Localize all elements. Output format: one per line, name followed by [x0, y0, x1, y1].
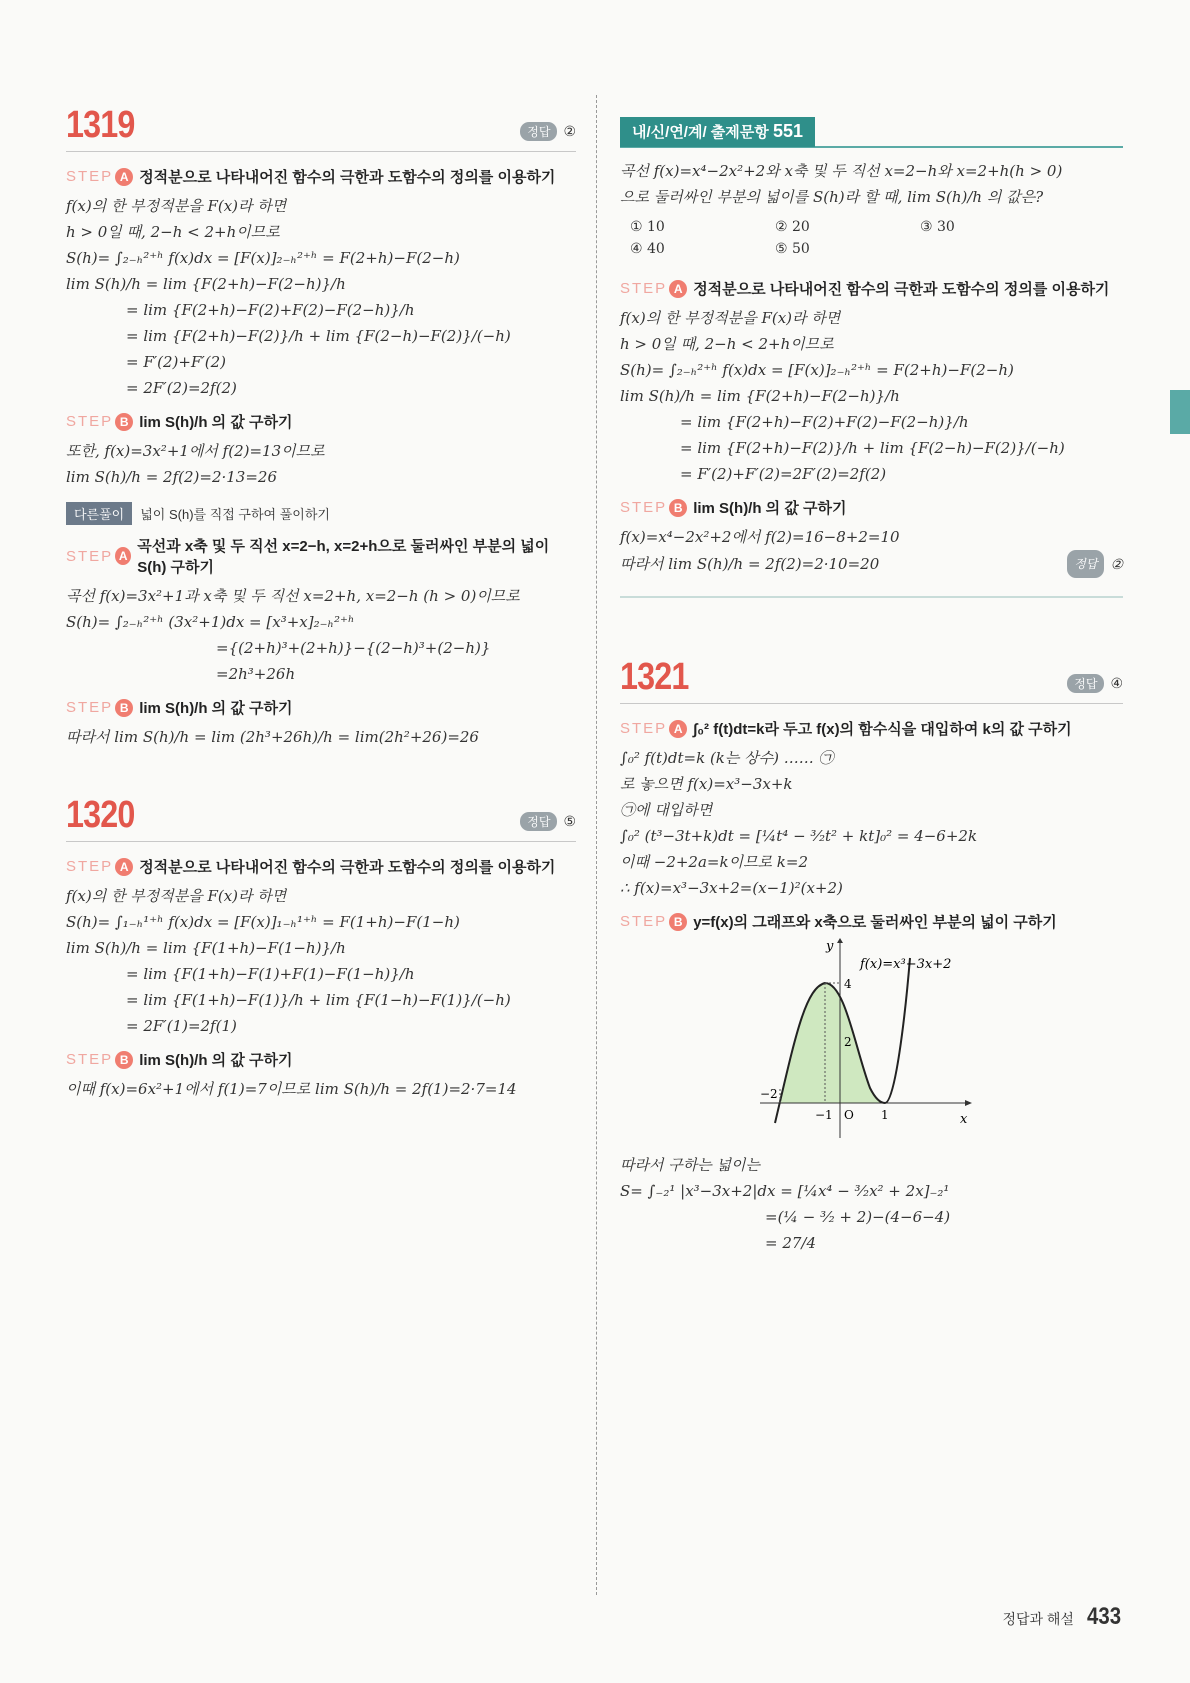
solution-line: = F′(2)+F′(2) — [126, 353, 227, 371]
step-label: STEP — [66, 168, 114, 185]
step-label: STEP — [620, 913, 668, 930]
step-b-heading — [620, 497, 1123, 518]
step-title: 정적분으로 나타내어진 함수의 극한과 도함수의 정의를 이용하기 — [139, 169, 556, 186]
naesin-header — [620, 118, 1123, 148]
solution-line: = lim {F(2+h)−F(2)}/h + lim {F(2−h)−F(2)}/(−h) — [126, 327, 511, 345]
solution-line: lim S(h)/h = 2f(2)=2·13=26 — [66, 468, 278, 486]
alternative-solution-heading — [66, 502, 576, 525]
solution-line: 이때 f(x)=6x²+1에서 f(1)=7이므로 lim S(h)/h = 2f(1)=2·7=14 — [66, 1080, 517, 1098]
solution-line: 따라서 lim S(h)/h = lim (2h³+26h)/h = lim(2h²+26)=26 — [66, 728, 479, 746]
step-title: 정적분으로 나타내어진 함수의 극한과 도함수의 정의를 이용하기 — [693, 281, 1110, 298]
tick-label: 2 — [844, 1035, 852, 1049]
solution-line: =2h³+26h — [216, 665, 296, 683]
step-title: lim S(h)/h 의 값 구하기 — [693, 500, 847, 517]
solution-line: ={(2+h)³+(2+h)}−{(2−h)³+(2−h)} — [216, 639, 491, 657]
answer-tag — [1067, 674, 1123, 693]
naesin-number: 551 — [772, 121, 803, 141]
step-label: STEP — [66, 699, 114, 716]
solution-line: f(x)의 한 부정적분을 F(x)라 하면 — [66, 197, 287, 215]
problem-number: 1321 — [620, 656, 689, 698]
solution-line: f(x)의 한 부정적분을 F(x)라 하면 — [620, 309, 841, 327]
step-a-heading — [66, 166, 576, 187]
section-rule — [620, 596, 1123, 598]
column-divider — [596, 95, 597, 1595]
step-badge: B — [669, 913, 687, 931]
answer-label: 정답 — [1067, 674, 1104, 693]
tick-label: 1 — [881, 1108, 889, 1122]
step-title: 곡선과 x축 및 두 직선 x=2−h, x=2+h으로 둘러싸인 부분의 넓이 S(h) 구하기 — [137, 538, 550, 576]
solution-line: = lim {F(2+h)−F(2)+F(2)−F(2−h)}/h — [680, 413, 969, 431]
answer-label: 정답 — [1067, 550, 1104, 578]
solution-line: S(h)= ∫₁₋ₕ¹⁺ʰ f(x)dx = [F(x)]₁₋ₕ¹⁺ʰ = F(1+h)−F(1−h) — [66, 913, 460, 931]
question-line: 곡선 f(x)=x⁴−2x²+2와 x축 및 두 직선 x=2−h와 x=2+h(h > 0) — [620, 162, 1063, 180]
naesin-tag — [620, 117, 815, 147]
solution-line: = F′(2)+F′(2)=2F′(2)=2f(2) — [680, 465, 887, 483]
step-badge: A — [115, 168, 133, 186]
side-tab — [1170, 390, 1190, 434]
answer-value: ② — [563, 123, 576, 139]
right-column — [620, 118, 1123, 1256]
answer-value: ② — [1110, 556, 1123, 572]
solution-line: 로 놓으면 f(x)=x³−3x+k — [620, 775, 793, 793]
step-badge: B — [115, 1051, 133, 1069]
page-footer — [1002, 1603, 1124, 1631]
solution-line: lim S(h)/h = lim {F(1+h)−F(1−h)}/h — [66, 939, 346, 957]
x-axis-arrow — [965, 1100, 972, 1106]
step-badge: A — [115, 547, 131, 565]
answer-value: ⑤ — [563, 813, 576, 829]
solution-line: = lim {F(2+h)−F(2)+F(2)−F(2−h)}/h — [126, 301, 415, 319]
alt-step-b-heading — [66, 697, 576, 718]
solution-line: =(¼ − ³⁄₂ + 2)−(4−6−4) — [765, 1208, 951, 1226]
step-label: STEP — [66, 858, 114, 875]
step-a-heading — [66, 856, 576, 877]
step-label: STEP — [66, 413, 114, 430]
step-a-heading — [620, 718, 1123, 739]
solution-line: lim S(h)/h = lim {F(2+h)−F(2−h)}/h — [66, 275, 346, 293]
origin-label: O — [844, 1108, 854, 1122]
tick-label: 4 — [844, 977, 852, 991]
y-axis-arrow — [837, 938, 843, 943]
problem-1320-header — [66, 790, 576, 842]
question-line: 으로 둘러싸인 부분의 넓이를 S(h)라 할 때, lim S(h)/h 의 값은? — [620, 188, 1044, 206]
solution-line: 또한, f(x)=3x²+1에서 f(2)=13이므로 — [66, 442, 325, 460]
problem-number: 1320 — [66, 794, 135, 836]
step-badge: B — [669, 499, 687, 517]
step-b-heading — [66, 1049, 576, 1070]
step-b-heading — [66, 411, 576, 432]
solution-line: lim S(h)/h = lim {F(2+h)−F(2−h)}/h — [620, 387, 900, 405]
solution-line: 이때 −2+2a=k이므로 k=2 — [620, 853, 809, 871]
alt-step-a-heading — [66, 535, 576, 577]
step-badge: B — [115, 699, 133, 717]
solution-line: S(h)= ∫₂₋ₕ²⁺ʰ (3x²+1)dx = [x³+x]₂₋ₕ²⁺ʰ — [66, 613, 355, 631]
tick-label: −2 — [760, 1087, 778, 1101]
alt-title: 넓이 S(h)를 직접 구하여 풀이하기 — [140, 507, 330, 522]
step-title: lim S(h)/h 의 값 구하기 — [139, 1052, 293, 1069]
solution-line: 따라서 구하는 넓이는 — [620, 1156, 760, 1174]
tick-label: −1 — [815, 1108, 833, 1122]
solution-line: h > 0일 때, 2−h < 2+h이므로 — [620, 335, 834, 353]
step-title: lim S(h)/h 의 값 구하기 — [139, 414, 293, 431]
solution-line: S= ∫₋₂¹ |x³−3x+2|dx = [¼x⁴ − ³⁄₂x² + 2x]₋₂¹ — [620, 1182, 950, 1200]
solution-line: = 27/4 — [765, 1234, 817, 1252]
step-label: STEP — [620, 720, 668, 737]
step-label: STEP — [66, 547, 114, 565]
solution-line: ∴ f(x)=x³−3x+2=(x−1)²(x+2) — [620, 879, 843, 897]
answer-value: ④ — [1110, 675, 1123, 691]
solution-line: ㉠에 대입하면 — [620, 801, 713, 819]
page-number: 433 — [1086, 1603, 1121, 1630]
y-axis-label: y — [826, 939, 834, 954]
naesin-label: 내/신/연/계/ 출제문항 — [632, 124, 769, 141]
answer-label: 정답 — [520, 812, 557, 831]
choice-item: ② 20 — [775, 219, 810, 235]
answer-tag — [1067, 550, 1123, 578]
alt-tag: 다른풀이 — [66, 502, 132, 525]
function-graph — [760, 938, 1123, 1142]
solution-line: 곡선 f(x)=3x²+1과 x축 및 두 직선 x=2+h, x=2−h (h > 0)이므로 — [66, 587, 520, 605]
step-badge: A — [115, 858, 133, 876]
solution-final — [620, 550, 1123, 578]
solution-line: h > 0일 때, 2−h < 2+h이므로 — [66, 223, 280, 241]
step-label: STEP — [620, 499, 668, 516]
step-title: ∫₀² f(t)dt=k라 두고 f(x)의 함수식을 대입하여 k의 값 구하기 — [693, 721, 1072, 738]
answer-tag — [520, 812, 576, 831]
solution-line: f(x)=x⁴−2x²+2에서 f(2)=16−8+2=10 — [620, 528, 900, 546]
solution-line: = lim {F(1+h)−F(1)}/h + lim {F(1−h)−F(1)}/(−h) — [126, 991, 511, 1009]
choice-list — [630, 216, 1123, 260]
step-label: STEP — [66, 1051, 114, 1068]
graph-svg — [760, 938, 980, 1138]
answer-tag — [520, 122, 576, 141]
step-label: STEP — [620, 280, 668, 297]
solution-line: ∫₀² f(t)dt=k (k는 상수) …… ㉠ — [620, 749, 834, 767]
problem-number: 1319 — [66, 104, 135, 146]
problem-1321-header — [620, 652, 1123, 704]
solution-line: = 2F′(1)=2f(1) — [126, 1017, 237, 1035]
choice-item: ③ 30 — [920, 219, 955, 235]
left-column — [66, 100, 576, 1102]
problem-1319-header — [66, 100, 576, 152]
answer-label: 정답 — [520, 122, 557, 141]
step-title: y=f(x)의 그래프와 x축으로 둘러싸인 부분의 넓이 구하기 — [693, 914, 1057, 931]
solution-line: S(h)= ∫₂₋ₕ²⁺ʰ f(x)dx = [F(x)]₂₋ₕ²⁺ʰ = F(2+h)−F(2−h) — [620, 361, 1014, 379]
solution-line: f(x)의 한 부정적분을 F(x)라 하면 — [66, 887, 287, 905]
step-badge: A — [669, 280, 687, 298]
solution-line: S(h)= ∫₂₋ₕ²⁺ʰ f(x)dx = [F(x)]₂₋ₕ²⁺ʰ = F(2+h)−F(2−h) — [66, 249, 460, 267]
x-axis-label: x — [960, 1112, 968, 1127]
choice-item: ⑤ 50 — [775, 241, 810, 257]
curve-label: f(x)=x³−3x+2 — [860, 957, 952, 972]
step-title: lim S(h)/h 의 값 구하기 — [139, 700, 293, 717]
solution-line: 따라서 lim S(h)/h = 2f(2)=2·10=20 — [620, 555, 880, 573]
step-title: 정적분으로 나타내어진 함수의 극한과 도함수의 정의를 이용하기 — [139, 859, 556, 876]
solution-line: ∫₀² (t³−3t+k)dt = [¼t⁴ − ³⁄₂t² + kt]₀² = 4−6+2k — [620, 827, 978, 845]
step-badge: B — [115, 413, 133, 431]
solution-line: = lim {F(1+h)−F(1)+F(1)−F(1−h)}/h — [126, 965, 415, 983]
choice-item: ④ 40 — [630, 241, 665, 257]
solution-line: = lim {F(2+h)−F(2)}/h + lim {F(2−h)−F(2)}/(−h) — [680, 439, 1065, 457]
step-a-heading — [620, 278, 1123, 299]
choice-item: ① 10 — [630, 219, 665, 235]
footer-label: 정답과 해설 — [1002, 1611, 1074, 1627]
solution-line: = 2F′(2)=2f(2) — [126, 379, 237, 397]
step-badge: A — [669, 720, 687, 738]
step-b-heading — [620, 911, 1123, 932]
